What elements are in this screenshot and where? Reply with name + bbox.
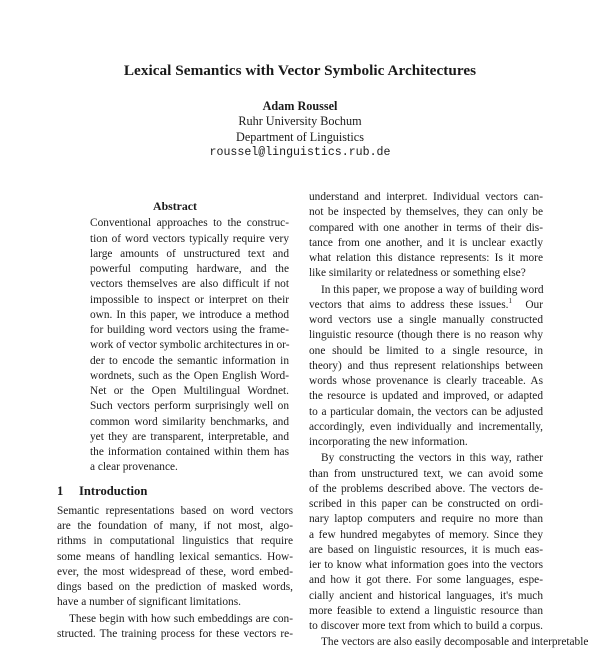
text-line: the information contained within them has [90,446,289,458]
text-line: are based on linguistic resources, it is much eas- [309,543,543,556]
text-line: to a particular domain, the vectors can be adjusted [309,405,543,418]
text-line: what relation this distance represents: Is it more [309,252,543,264]
text-line: for building word vectors using the frame- [90,324,289,336]
line-tail: Our [519,298,543,311]
text-line: cially ancient and historical languages, it's much [309,589,543,602]
text-line: words whose provenance is clearly traceable. As [309,375,543,387]
text-line: compared with one another in terms of their dis- [309,221,543,234]
text-line: yet they are transparent, interpretable, and [90,430,289,443]
text-line-clipped: The vectors are also easily decomposable and interpretable [321,636,589,649]
text-line: Semantic representations based on word vectors [57,504,293,517]
text-line: Net or the Open Multilingual Wordnet. [90,385,289,397]
text-line: accordingly, even individually and incrementally, [309,420,543,433]
intro-paragraph-right-4 [309,635,589,649]
section-title: Introduction [79,483,148,498]
text-line: word vectors use a single manually constructed [309,314,543,326]
intro-paragraph-right-2 [309,283,543,451]
text-line: Such vectors perform surprisingly well on [90,400,289,413]
text-line: more feasible to extend a linguistic resource than [309,604,543,617]
intro-paragraph-1 [57,504,293,611]
text-line: have a number of significant limitations. [57,596,241,609]
intro-paragraph-right-3 [309,451,543,634]
section-number: 1 [57,483,64,498]
author-name: Adam Roussel [262,99,338,113]
section-heading-introduction [57,484,293,499]
author-affiliation-department: Department of Linguistics [236,129,364,144]
text-line: some means of handling lexical semantics. How- [57,550,293,563]
text-line: In this paper, we propose a way of building word [321,283,544,296]
text-line: not be inspected by themselves, they can only be [309,206,543,219]
paper-title: Lexical Semantics with Vector Symbolic Architectures [123,62,477,79]
text-line: to discover more text from which to build a corpus. [309,620,543,632]
text-line: vectors themselves are also difficult if not [90,278,289,291]
author-affiliation-university: Ruhr University Bochum [238,114,362,129]
text-line: scribed in this paper can be constructed on ordi- [309,498,543,510]
text-line: common word similarity benchmarks, and [90,415,289,428]
text-line: theory) and thus represent relationships between [309,359,543,372]
text-line: a few hundred megabytes of memory. Since they [309,528,543,541]
text-line: own. In this paper, we introduce a method [90,308,289,321]
text-line: structed. The training process for these vectors re- [57,627,293,640]
intro-paragraph-right-1 [309,190,543,282]
text-line: wordnets, such as the Open English Word- [90,369,289,382]
text-line: and how it got there. For some languages, espe- [309,574,543,587]
text-line: like similarity or relatedness or something else? [309,267,526,280]
text-line: ier to know what information goes into the vectors [309,559,543,571]
text-line: linguistic resource (though there is no reason why [309,329,543,342]
text-line: ever, the most widespread of these, word embed- [57,565,293,578]
text-line: tance from one another, and it is unclear exactly [309,236,543,249]
text-line: Conventional approaches to the construc- [90,217,289,230]
footnote-marker[interactable]: 1 [508,296,512,305]
text-line: are the foundation of many, if not most, algo- [57,520,293,532]
text-line: than from unstructured text, we can avoid some [309,467,543,480]
text-line: rithms in computational linguistics that require [57,535,293,548]
abstract-heading: Abstract [153,199,197,213]
abstract-body [57,216,293,475]
left-column [57,199,293,642]
text-line: These begin with how such embeddings are con- [69,612,293,625]
text-line: der to encode the semantic information in [90,354,289,367]
intro-paragraph-2 [57,612,293,643]
author-email: roussel@linguistics.rub.de [209,145,391,159]
text-line: vectors that aims to address these issues.$^1$ Our [309,296,543,311]
text-line: work of vector symbolic architectures in or- [90,339,290,352]
text-line: one should be limited to a single resource, in [309,344,543,357]
text-line: incorporating the new information. [309,436,468,448]
text-line: powerful computing hardware, and the [90,263,289,275]
text-line: the resource is updated and improved, or adapted [309,390,543,403]
text-line: a clear provenance. [90,461,178,474]
text-line: of the problems described above. The vectors de- [309,482,543,495]
author-block [0,99,600,160]
text-line: By constructing the vectors in this way, rather [321,452,543,465]
right-column [309,190,589,649]
text-line: tion of word vectors typically require very [90,232,289,245]
text-line: dings based on the prediction of masked words, [57,581,293,593]
text-line: large amounts of unstructured text and [90,247,289,260]
text-line: nary laptop computers and require no more than [309,513,543,526]
text-line: impossible to inspect or interpret on their [90,293,289,306]
text-line: understand and interpret. Individual vectors can- [309,191,543,203]
